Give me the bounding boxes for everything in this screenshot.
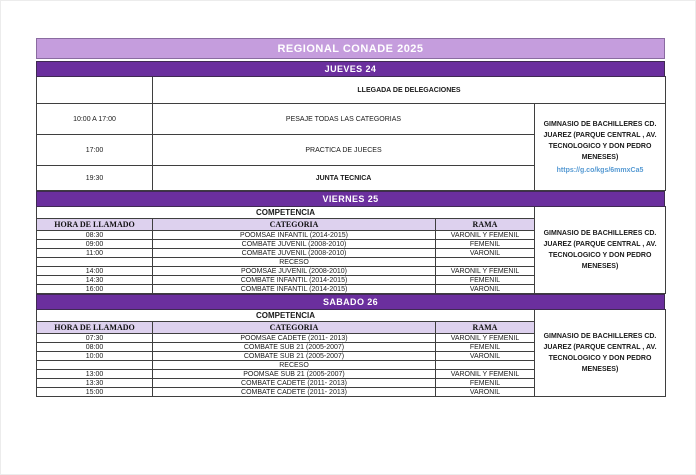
- venue-text: GIMNASIO DE BACHILLERES CD. JUAREZ (PARQUE CENTRAL , AV. TECNOLOGICO Y DON PEDRO MENESES): [543, 230, 657, 270]
- header-hora-de-llamado: HORA DE LLAMADO: [37, 219, 153, 231]
- branch-cell: VARONIL: [436, 388, 535, 397]
- time-cell: 10:00 A 17:00: [37, 104, 153, 135]
- competencia-label: COMPETENCIA: [37, 310, 535, 322]
- branch-cell: FEMENIL: [436, 240, 535, 249]
- time-cell: [37, 258, 153, 267]
- category-cell: POOMSAE CADETE (2011- 2013): [153, 334, 436, 343]
- branch-cell: VARONIL Y FEMENIL: [436, 231, 535, 240]
- time-cell: [37, 361, 153, 370]
- venue-text: GIMNASIO DE BACHILLERES CD. JUAREZ (PARQUE CENTRAL , AV. TECNOLOGICO Y DON PEDRO MENESES): [543, 333, 657, 373]
- category-cell: COMBATE JUVENIL (2008-2010): [153, 240, 436, 249]
- time-cell: 16:00: [37, 285, 153, 294]
- section-title-row: [37, 310, 666, 322]
- category-cell: RECESO: [153, 361, 436, 370]
- branch-cell: FEMENIL: [436, 343, 535, 352]
- header-hora-de-llamado: HORA DE LLAMADO: [37, 322, 153, 334]
- category-cell: COMBATE SUB 21 (2005-2007): [153, 352, 436, 361]
- time-cell: 14:30: [37, 276, 153, 285]
- branch-cell: VARONIL Y FEMENIL: [436, 267, 535, 276]
- section-title-row: [37, 207, 666, 219]
- venue-cell-viernes: [535, 207, 666, 294]
- time-cell: 13:00: [37, 370, 153, 379]
- event-cell: PESAJE TODAS LAS CATEGORIAS: [153, 104, 535, 135]
- time-cell: 13:30: [37, 379, 153, 388]
- branch-cell: VARONIL: [436, 249, 535, 258]
- time-cell: 08:30: [37, 231, 153, 240]
- conade-schedule-document: [36, 38, 665, 397]
- schedule-row: [37, 104, 666, 135]
- time-cell: 14:00: [37, 267, 153, 276]
- time-cell: 10:00: [37, 352, 153, 361]
- branch-cell: FEMENIL: [436, 379, 535, 388]
- category-cell: POOMSAE JUVENIL (2008-2010): [153, 267, 436, 276]
- category-cell: POOMSAE INFANTIL (2014-2015): [153, 231, 436, 240]
- branch-cell: [436, 361, 535, 370]
- day-header-viernes: VIERNES 25: [36, 191, 665, 207]
- time-cell: 17:00: [37, 135, 153, 166]
- day-header-jueves: JUEVES 24: [36, 61, 665, 77]
- branch-cell: VARONIL: [436, 352, 535, 361]
- arrival-row: [37, 77, 666, 104]
- jueves-schedule-table: [36, 76, 666, 191]
- sabado-schedule-table: [36, 309, 666, 397]
- viernes-schedule-table: [36, 206, 666, 294]
- header-rama: RAMA: [436, 219, 535, 231]
- branch-cell: FEMENIL: [436, 276, 535, 285]
- branch-cell: [436, 258, 535, 267]
- empty-time-cell: [37, 77, 153, 104]
- category-cell: COMBATE CADETE (2011- 2013): [153, 388, 436, 397]
- venue-link[interactable]: https://g.co/kgs/6mmxCa5: [556, 166, 644, 174]
- category-cell: POOMSAE SUB 21 (2005-2007): [153, 370, 436, 379]
- branch-cell: VARONIL Y FEMENIL: [436, 370, 535, 379]
- category-cell: COMBATE INFANTIL (2014-2015): [153, 276, 436, 285]
- time-cell: 07:30: [37, 334, 153, 343]
- day-header-sabado: SABADO 26: [36, 294, 665, 310]
- category-cell: COMBATE CADETE (2011- 2013): [153, 379, 436, 388]
- category-cell: COMBATE INFANTIL (2014-2015): [153, 285, 436, 294]
- venue-cell-jueves: [535, 104, 666, 191]
- category-cell: RECESO: [153, 258, 436, 267]
- branch-cell: VARONIL Y FEMENIL: [436, 334, 535, 343]
- category-cell: COMBATE JUVENIL (2008-2010): [153, 249, 436, 258]
- arrival-label: LLEGADA DE DELEGACIONES: [153, 77, 666, 104]
- header-rama: RAMA: [436, 322, 535, 334]
- time-cell: 09:00: [37, 240, 153, 249]
- header-categoria: CATEGORIA: [153, 219, 436, 231]
- event-cell: PRACTICA DE JUECES: [153, 135, 535, 166]
- venue-text: GIMNASIO DE BACHILLERES CD. JUAREZ (PARQUE CENTRAL , AV. TECNOLOGICO Y DON PEDRO MENESES): [543, 120, 657, 161]
- category-cell: COMBATE SUB 21 (2005-2007): [153, 343, 436, 352]
- competencia-label: COMPETENCIA: [37, 207, 535, 219]
- header-categoria: CATEGORIA: [153, 322, 436, 334]
- time-cell: 08:00: [37, 343, 153, 352]
- time-cell: 19:30: [37, 166, 153, 191]
- time-cell: 15:00: [37, 388, 153, 397]
- document-title: REGIONAL CONADE 2025: [36, 38, 665, 59]
- time-cell: 11:00: [37, 249, 153, 258]
- branch-cell: VARONIL: [436, 285, 535, 294]
- venue-cell-sabado: [535, 310, 666, 397]
- event-cell: JUNTA TECNICA: [153, 166, 535, 191]
